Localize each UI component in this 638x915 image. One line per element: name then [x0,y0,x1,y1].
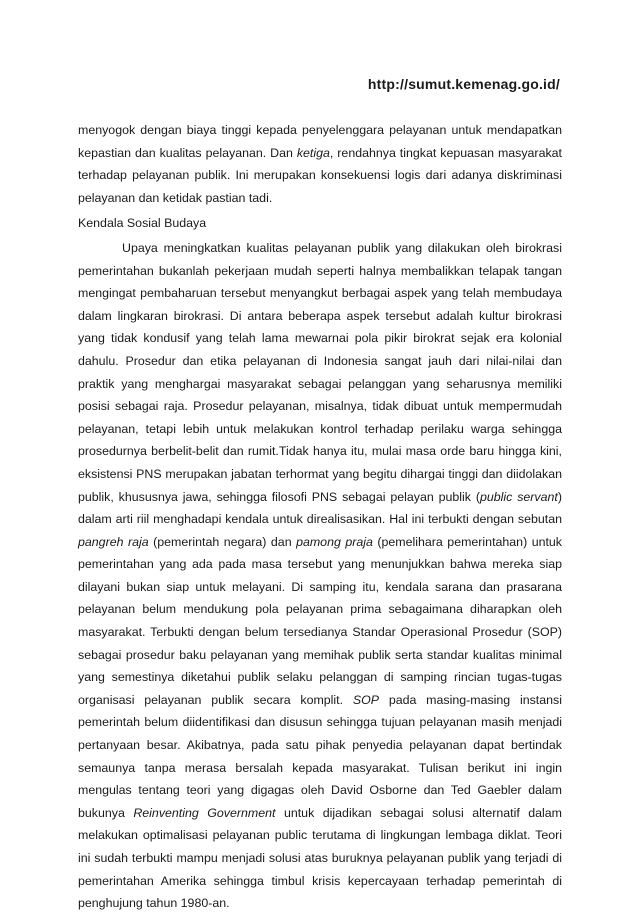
paragraph-2 [78,237,562,915]
text-run: ) dalam arti riil menghadapi kendala untuk direalisasikan. Hal ini terbukti dengan sebutan [78,489,562,527]
text-run: , rendahnya tingkat kepuasan masyarakat terhadap pelayanan publik. Ini merupakan konsekuensi logis dari adanya diskriminasi pelayanan dan ketidak pastian tadi. [78,145,562,205]
section-heading: Kendala Sosial Budaya [78,216,207,231]
italic-term: public servant [479,489,558,504]
italic-term: pangreh raja [78,534,149,549]
document-body [78,119,562,915]
text-run: menyogok dengan biaya tinggi kepada penyelenggara pelayanan untuk mendapatkan kepastian dan kualitas pelayanan. Dan [78,123,562,160]
text-run: (pemerintah negara) dan [148,534,297,549]
italic-term: SOP [352,692,380,707]
italic-term: Reinventing Government [133,805,276,820]
header-url: http://sumut.kemenag.go.id/ [367,76,560,92]
italic-term: pamong praja [296,534,373,549]
text-run: (pemelihara pemerintahan) untuk pemerintahan yang ada pada masa tersebut yang menunjukkan bahwa mereka siap dilayani bukan siap untuk melayani. Di samping itu, kendala sarana dan prasarana pelayanan belum mendukung pola pelayanan prima sebagaimana diharapkan oleh masyarakat. Terbukti dengan belum tersedianya Standar Operasional Prosedur (SOP) sebagai prosedur baku pelayanan yang memihak publik serta standar kualitas minimal yang semestinya diketahui publik selaku pelanggan di samping rincian tugas-tugas organisasi pelayanan publik secara komplit. [78,534,562,707]
text-run: pada masing-masing instansi pemerintah belum diidentifikasi dan disusun sehingga tujuan pelayanan masih menjadi pertanyaan besar. Akibatnya, pada satu pihak penyedia pelayanan dapat bertindak semaunya tanpa merasa bersalah kepada masyarakat. Tulisan berikut ini ingin mengulas tentang teori yang digagas oleh David Osborne dan Ted Gaebler dalam bukunya [78,692,562,820]
text-run: Upaya meningkatkan kualitas pelayanan publik yang dilakukan oleh birokrasi pemerintahan bukanlah pekerjaan mudah seperti halnya membalikkan telapak tangan mengingat pembaharuan tersebut menyangkut berbagai aspek yang telah membudaya dalam lingkaran birokrasi. Di antara beberapa aspek tersebut adalah kultur birokrasi yang tidak kondusif yang telah lama mewarnai pola pikir birokrat sejak era kolonial dahulu. Prosedur dan etika pelayanan di Indonesia sangat jauh dari nilai-nilai dan praktik yang menghargai masyarakat sebagai pelanggan yang seharusnya memiliki posisi sebagai raja. Prosedur pelayanan, misalnya, tidak dibuat untuk mempermudah pelayanan, tetapi lebih untuk melakukan kontrol terhadap perilaku warga sehingga prosedurnya berbelit-belit dan rumit.Tidak hanya itu, mulai masa orde baru hingga kini, eksistensi PNS merupakan jabatan terhormat yang begitu dihargai tinggi dan diidolakan publik, khususnya jawa, sehingga filosofi PNS sebagai pelayan publik ( [78,240,562,504]
italic-term: ketiga [296,145,330,160]
paragraph-1 [78,119,562,209]
text-run: untuk dijadikan sebagai solusi alternatif dalam melakukan optimalisasi pelayanan public terutama di lingkungan lembaga diklat. Teori ini sudah terbukti mampu menjadi solusi atas buruknya pelayanan publik yang terjadi di pemerintahan Amerika sehingga timbul krisis kepercayaan terhadap pemerintah di penghujung tahun 1980-an. [78,805,563,911]
